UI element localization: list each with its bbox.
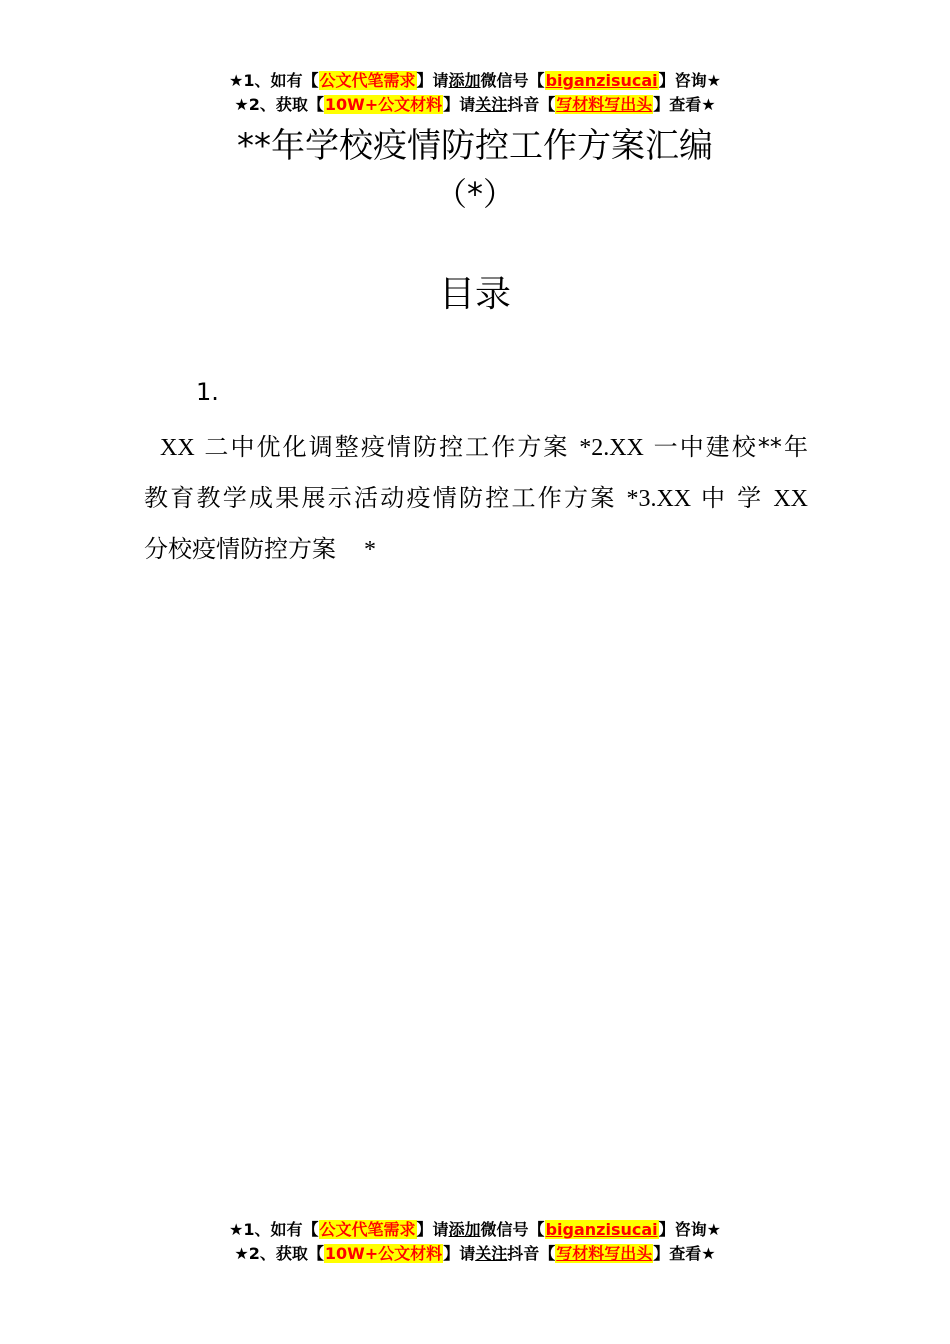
toc-line [144, 422, 808, 473]
promo-highlight: 10W+公文材料 [324, 1244, 443, 1263]
toc-text: * [364, 537, 376, 563]
toc-text: *3.XX [626, 486, 692, 512]
promo-text: 抖音【 [507, 95, 556, 114]
toc-item-number: 1. [196, 378, 219, 406]
promo-text: ★2、获取【 [234, 1244, 324, 1263]
toc-text: 一中建校**年 [653, 433, 809, 461]
promo-banner-bottom [0, 1218, 950, 1266]
promo-highlight: 公文代笔需求 [319, 71, 416, 90]
promo-line-1 [0, 1218, 950, 1242]
promo-highlight: 10W+公文材料 [324, 95, 443, 114]
promo-line-1 [0, 69, 950, 93]
toc-text: 中 学 [701, 484, 764, 512]
promo-text: 】请 [416, 71, 449, 90]
promo-text: 微信号【 [480, 71, 545, 90]
document-title: **年学校疫情防控工作方案汇编 [237, 126, 713, 166]
toc-heading: 目录 [438, 274, 511, 315]
promo-text: ★1、如有【 [229, 1220, 319, 1239]
toc-text: XX [160, 435, 195, 461]
toc-text: 教育教学成果展示活动疫情防控工作方案 [144, 484, 617, 512]
promo-douyin-id[interactable]: 写材料写出头 [556, 1244, 653, 1263]
promo-text: 】请 [443, 95, 476, 114]
toc-text: XX [773, 486, 808, 512]
promo-text: 】查看★ [653, 95, 716, 114]
toc-line [144, 473, 808, 524]
toc-line [144, 524, 808, 575]
toc-text: 二中优化调整疫情防控工作方案 [204, 433, 570, 461]
toc-text: *2.XX [579, 435, 644, 461]
promo-underlined: 添加 [448, 71, 481, 90]
promo-text: 】请 [443, 1244, 476, 1263]
promo-line-2 [0, 93, 950, 117]
promo-text: 】咨询★ [658, 1220, 721, 1239]
promo-text: ★2、获取【 [234, 95, 324, 114]
promo-text: 】咨询★ [658, 71, 721, 90]
promo-text: 】查看★ [653, 1244, 716, 1263]
document-subtitle: （*） [434, 175, 515, 213]
promo-highlight: 公文代笔需求 [319, 1220, 416, 1239]
promo-line-2 [0, 1242, 950, 1266]
promo-underlined: 关注 [475, 1244, 508, 1263]
promo-wechat-id[interactable]: biganzisucai [545, 71, 658, 90]
promo-text: 微信号【 [480, 1220, 545, 1239]
promo-text: ★1、如有【 [229, 71, 319, 90]
promo-wechat-id[interactable]: biganzisucai [545, 1220, 658, 1239]
promo-text: 抖音【 [507, 1244, 556, 1263]
toc-text: 分校疫情防控方案 [144, 535, 336, 563]
promo-douyin-id[interactable]: 写材料写出头 [556, 95, 653, 114]
promo-underlined: 关注 [475, 95, 508, 114]
toc-body [144, 422, 808, 575]
promo-banner-top [0, 69, 950, 117]
promo-text: 】请 [416, 1220, 449, 1239]
promo-underlined: 添加 [448, 1220, 481, 1239]
